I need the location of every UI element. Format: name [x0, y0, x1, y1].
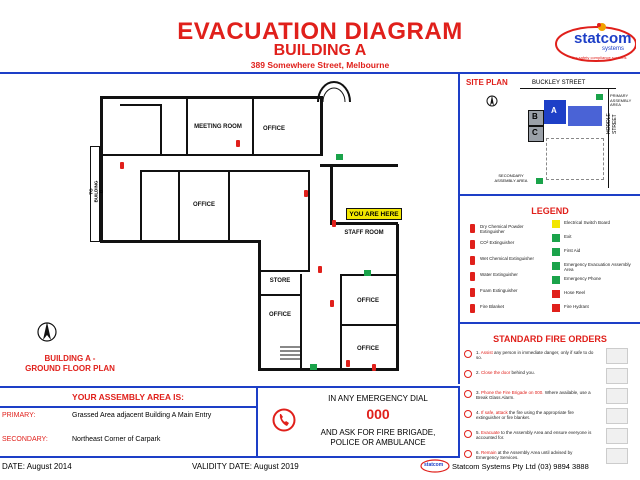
- footer-rule: [0, 456, 460, 458]
- emergency-line1: IN ANY EMERGENCY DIAL: [328, 394, 428, 403]
- secondary-label: SECONDARY:: [2, 436, 48, 443]
- building-c-letter: C: [532, 128, 538, 137]
- primary-value: Grassed Area adjacent Building A Main Entry: [72, 412, 212, 419]
- legend-left-label: Foam Extinguisher: [480, 288, 518, 293]
- street-top: BUCKLEY STREET: [532, 80, 586, 86]
- fire-order-step-icon: [464, 410, 472, 418]
- legend-left-label: Fire Blanket: [480, 304, 505, 309]
- legend-right-icon: [552, 276, 560, 284]
- fire-order-step-icon: [464, 390, 472, 398]
- plan-caption-1: BUILDING A -: [44, 354, 96, 363]
- company-logo: [552, 22, 636, 64]
- legend-right-icon: [552, 220, 560, 228]
- assembly-title: YOUR ASSEMBLY AREA IS:: [72, 392, 184, 402]
- fire-order-illustration-icon: [606, 428, 628, 444]
- floor-plan: [0, 74, 458, 384]
- footer-company: Statcom Systems Pty Ltd (03) 9894 3888: [452, 462, 589, 471]
- legend-right-label: Fire Hydrant: [564, 304, 589, 309]
- room-office-1: OFFICE: [263, 126, 285, 132]
- legend-left-label: Wet Chemical Extinguisher: [480, 256, 534, 261]
- room-office-3: OFFICE: [269, 312, 291, 318]
- legend-right-label: Hose Reel: [564, 290, 586, 295]
- legend-left-icon: [470, 304, 475, 313]
- legend-right-icon: [552, 234, 560, 242]
- room-staff: STAFF ROOM: [344, 230, 384, 236]
- legend-left-icon: [470, 256, 475, 265]
- footer-logo-word: statcom: [424, 462, 444, 468]
- legend-left-icon: [470, 240, 475, 249]
- fire-order-step: 5. Evacuate to the Assembly Area and ensure everyone is accounted for.: [476, 430, 592, 440]
- secondary-value: Northeast Corner of Carpark: [72, 436, 161, 443]
- fire-order-step-icon: [464, 370, 472, 378]
- room-office-2: OFFICE: [193, 202, 215, 208]
- fire-order-illustration-icon: [606, 448, 628, 464]
- fire-order-step: 6. Remain at the Assembly Area until advised by Emergency Services.: [476, 450, 573, 460]
- legend-title: LEGEND: [531, 206, 569, 216]
- legend-right-label: Exit: [564, 234, 572, 239]
- site-plan-title: SITE PLAN: [466, 78, 508, 87]
- fire-order-step: 1. Assist any person in immediate danger, only if safe to do so.: [476, 350, 594, 360]
- legend: [460, 198, 640, 324]
- fire-order-step: 4. If safe, attack the fire using the appropriate fire extinguisher or fire blanket.: [476, 410, 574, 420]
- fire-order-illustration-icon: [606, 348, 628, 364]
- fire-order-step-icon: [464, 350, 472, 358]
- assembly-panel: [0, 386, 258, 456]
- legend-left-icon: [470, 224, 475, 233]
- legend-left-label: Water Extinguisher: [480, 272, 518, 277]
- legend-right-icon: [552, 304, 560, 312]
- fire-order-illustration-icon: [606, 368, 628, 384]
- room-meeting: MEETING ROOM: [194, 124, 242, 130]
- address: 389 Somewhere Street, Melbourne: [250, 60, 390, 70]
- legend-left-icon: [470, 272, 475, 281]
- footer-validity: VALIDITY DATE: August 2019: [192, 462, 299, 471]
- primary-assembly-label: PRIMARY ASSEMBLY AREA: [610, 93, 632, 107]
- site-plan: [460, 74, 640, 196]
- fire-order-step: 2. Close the door behind you.: [476, 370, 535, 375]
- emergency-panel: [258, 386, 460, 456]
- building-b-letter: B: [532, 112, 538, 121]
- primary-label: PRIMARY:: [2, 412, 36, 419]
- logo-tagline: fire safety compliance systems: [572, 55, 627, 60]
- logo-sub: systems: [602, 46, 625, 52]
- emergency-line2: AND ASK FOR FIRE BRIGADE,: [320, 428, 436, 437]
- fire-order-step-icon: [464, 430, 472, 438]
- fire-orders: [460, 326, 640, 480]
- logo-word: statcom: [574, 30, 632, 47]
- stairs-icon: [280, 344, 300, 364]
- stair-curve-icon: [316, 78, 352, 104]
- to-building-label: TO BUILDING B: [88, 180, 104, 203]
- emergency-number: 000: [366, 406, 390, 422]
- legend-right-icon: [552, 262, 560, 270]
- legend-right-label: Emergency Evacuation Assembly Area: [564, 262, 631, 272]
- fire-orders-title: STANDARD FIRE ORDERS: [493, 334, 607, 344]
- emergency-line3: POLICE OR AMBULANCE: [330, 438, 426, 447]
- legend-left-label: CO² Extinguisher: [480, 240, 515, 245]
- building-a-letter: A: [551, 106, 557, 115]
- phone-icon: [272, 408, 296, 432]
- fire-order-step-icon: [464, 450, 472, 458]
- legend-right-label: First Aid: [564, 248, 581, 253]
- legend-left-icon: [470, 288, 475, 297]
- room-office-4: OFFICE: [357, 298, 379, 304]
- site-compass-icon: [486, 94, 498, 108]
- legend-right-label: Electrical Switch Board: [564, 220, 611, 225]
- legend-left-label: Dry Chemical Powder Extinguisher: [480, 224, 524, 234]
- room-office-5: OFFICE: [357, 346, 379, 352]
- fire-order-step: 3. Phone the Fire Brigade on 000. Where available, use a Break Glass Alarm.: [476, 390, 591, 400]
- fire-order-illustration-icon: [606, 408, 628, 424]
- plan-caption-2: GROUND FLOOR PLAN: [25, 364, 115, 373]
- you-are-here-badge: YOU ARE HERE: [346, 208, 402, 220]
- street-right: HODDLE STREET: [606, 113, 618, 134]
- legend-right-icon: [552, 290, 560, 298]
- room-store: STORE: [269, 278, 291, 284]
- legend-right-icon: [552, 248, 560, 256]
- fire-order-illustration-icon: [606, 388, 628, 404]
- secondary-assembly-label: SECONDARY ASSEMBLY AREA: [494, 173, 528, 183]
- footer-date: DATE: August 2014: [2, 462, 72, 471]
- legend-right-label: Emergency Phone: [564, 276, 602, 281]
- north-compass-icon: [36, 320, 58, 344]
- building-subtitle: BUILDING A: [273, 42, 367, 59]
- page-title: EVACUATION DIAGRAM: [177, 18, 463, 45]
